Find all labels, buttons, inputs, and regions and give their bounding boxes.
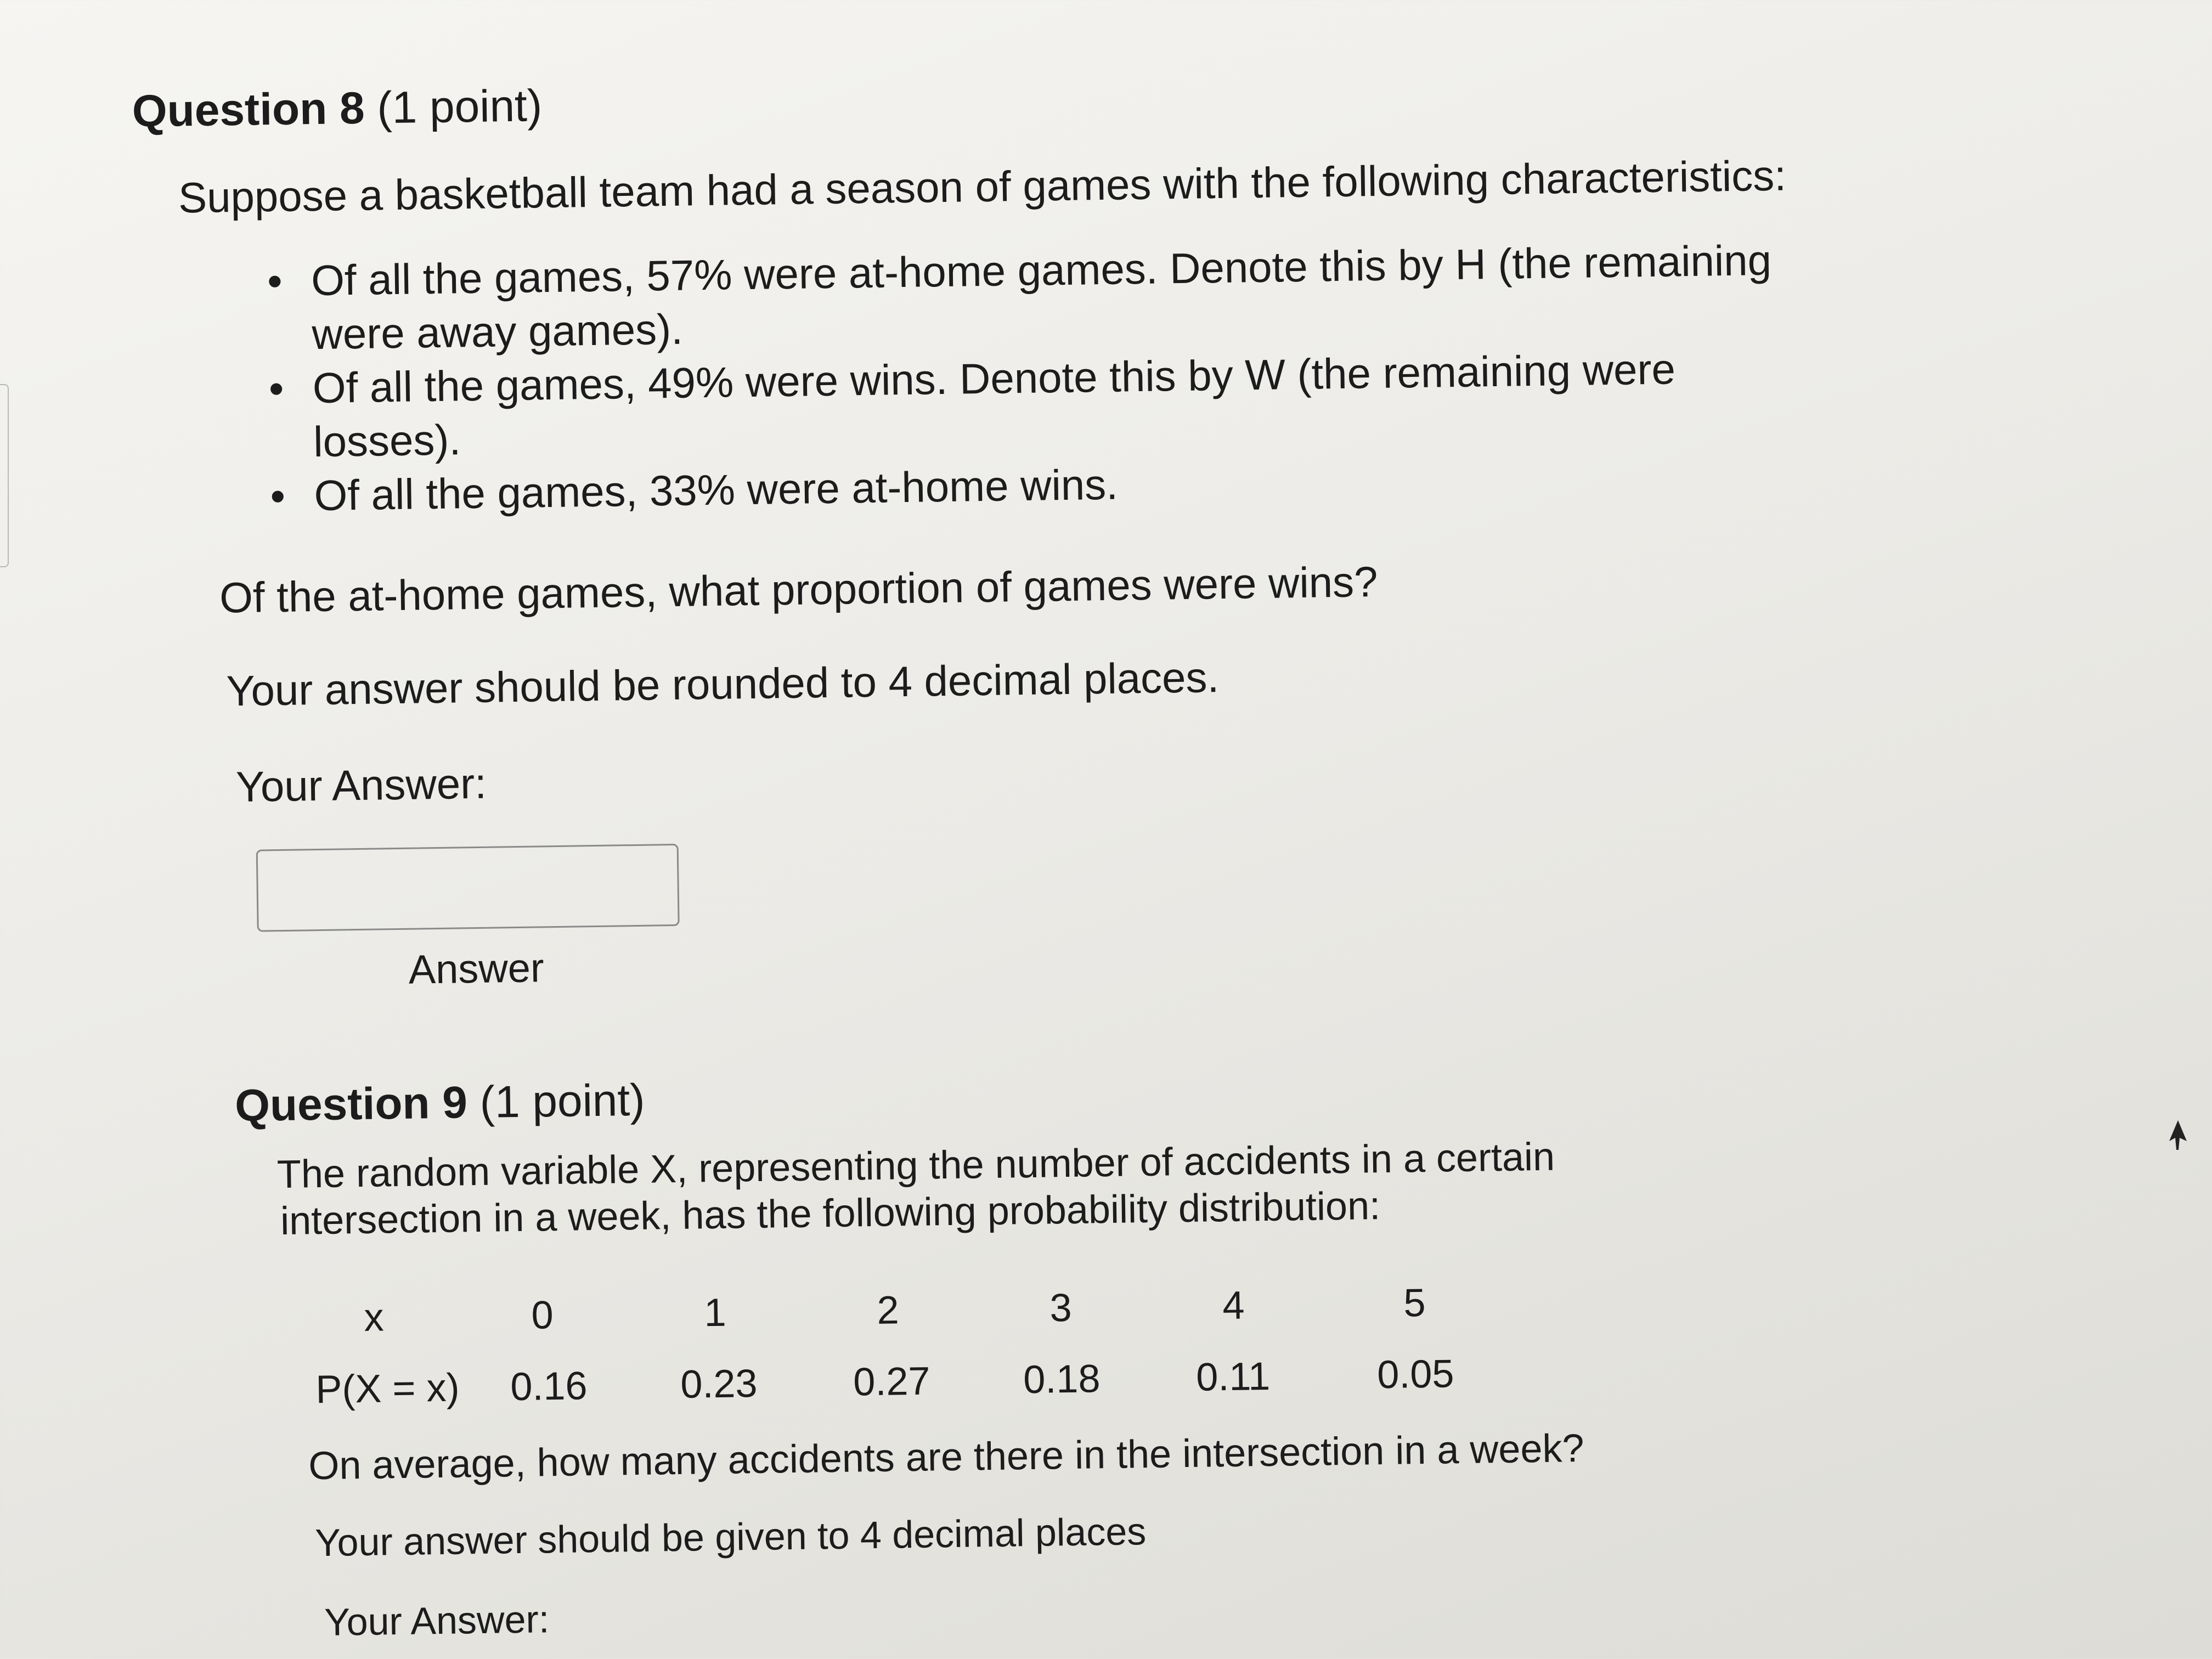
list-item: • Of all the games, 49% were wins. Denote this by W (the remaining were losses). xyxy=(312,340,1795,469)
question-8-instruction: Your answer should be rounded to 4 decimal places. xyxy=(226,653,1220,715)
table-p-header: P(X = x) xyxy=(315,1365,460,1412)
mouse-cursor-icon xyxy=(2167,1119,2189,1152)
question-9-number: Question 9 xyxy=(234,1077,468,1131)
table-cell-p: 0.16 xyxy=(510,1364,588,1409)
question-8-answer-input[interactable] xyxy=(256,844,680,932)
table-cell-x: 0 xyxy=(531,1293,554,1338)
table-cell-x: 3 xyxy=(1049,1285,1073,1330)
table-cell-p: 0.27 xyxy=(853,1359,931,1404)
question-8-answer-label: Answer xyxy=(408,945,545,992)
table-cell-p: 0.23 xyxy=(680,1361,758,1407)
list-item: • Of all the games, 33% were at-home wins. xyxy=(314,448,1796,522)
list-item: • Of all the games, 57% were at-home games. Denote this by H (the remaining were away games). xyxy=(311,233,1793,361)
table-cell-p: 0.11 xyxy=(1195,1354,1271,1400)
table-cell-p: 0.05 xyxy=(1376,1352,1454,1397)
question-9-points: (1 point) xyxy=(479,1075,646,1127)
table-cell-x: 2 xyxy=(876,1288,900,1333)
question-8-intro: Suppose a basketball team had a season of games with the following characteristics: xyxy=(178,151,1787,222)
table-cell-x: 4 xyxy=(1222,1283,1245,1328)
question-8-answer-prompt: Your Answer: xyxy=(235,759,487,811)
table-cell-x: 1 xyxy=(703,1290,727,1335)
question-9-intro-line-2: intersection in a week, has the following probability distribution: xyxy=(280,1184,1381,1244)
question-9-instruction: Your answer should be given to 4 decimal places xyxy=(314,1510,1147,1565)
question-8-characteristics-list xyxy=(311,233,1796,522)
question-8-title xyxy=(132,80,543,137)
question-9-prompt: On average, how many accidents are there in the intersection in a week? xyxy=(308,1426,1585,1488)
question-8-points: (1 point) xyxy=(376,81,543,133)
question-9-intro-line-1: The random variable X, representing the number of accidents in a certain xyxy=(276,1135,1555,1197)
table-cell-p: 0.18 xyxy=(1023,1357,1101,1402)
question-8-prompt: Of the at-home games, what proportion of games were wins? xyxy=(219,557,1379,622)
left-edge-tab xyxy=(0,384,9,567)
question-9-title xyxy=(235,1075,646,1132)
question-9-answer-prompt: Your Answer: xyxy=(324,1598,550,1644)
question-8-number: Question 8 xyxy=(132,83,365,137)
table-cell-x: 5 xyxy=(1403,1280,1426,1325)
table-x-header: x xyxy=(364,1295,385,1340)
